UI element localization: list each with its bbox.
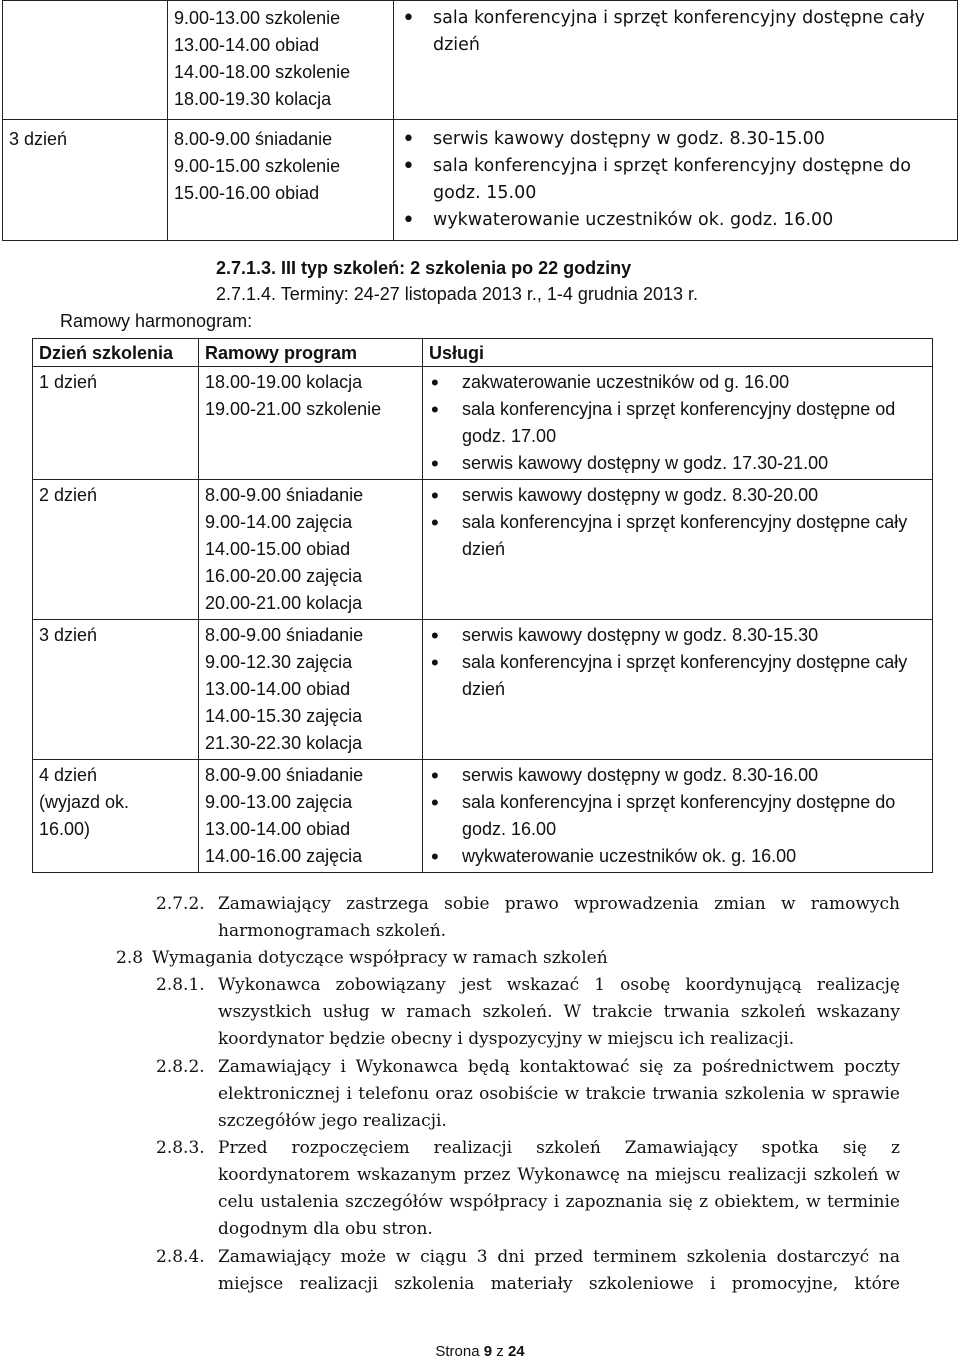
program-line: 14.00-15.00 obiad xyxy=(205,539,351,559)
footer-separator: z xyxy=(496,1343,504,1360)
day-cell: 4 dzień (wyjazd ok. 16.00) xyxy=(33,760,199,873)
program-line: 9.00-14.00 zajęcia xyxy=(205,512,353,532)
service-item: • serwis kawowy dostępny w godz. 8.30-15.30 xyxy=(429,622,926,649)
program-cell xyxy=(199,367,423,480)
top-schedule-table xyxy=(2,0,958,241)
program-line: 8.00-9.00 śniadanie xyxy=(205,765,364,785)
table-header-row xyxy=(33,339,933,367)
footer-prefix: Strona xyxy=(435,1343,480,1360)
paragraph-2-7-2 xyxy=(156,891,900,945)
service-item: • sala konferencyjna i sprzęt konferencyjny dostępne cały dzień xyxy=(429,509,926,563)
paragraph-2-8-2 xyxy=(156,1054,900,1135)
service-item: • sala konferencyjna i sprzęt konferencyjny dostępne cały dzień xyxy=(429,649,926,703)
column-header: Ramowy program xyxy=(199,339,423,367)
program-line: 8.00-9.00 śniadanie xyxy=(174,129,333,149)
paragraph-number: 2.8 xyxy=(116,948,144,968)
program-line: 9.00-12.30 zajęcia xyxy=(205,652,353,672)
program-line: 21.30-22.30 kolacja xyxy=(205,733,363,753)
table-row xyxy=(33,480,933,620)
program-line: 13.00-14.00 obiad xyxy=(205,679,351,699)
service-item: • wykwaterowanie uczestników ok. godz. 16.00 xyxy=(400,207,951,234)
table-row xyxy=(3,120,958,241)
program-line: 14.00-16.00 zajęcia xyxy=(205,846,363,866)
day-cell: 1 dzień xyxy=(33,367,199,480)
column-header: Usługi xyxy=(423,339,933,367)
paragraph-text: Przed rozpoczęciem realizacji szkoleń Zamawiający spotka się z koordynatorem wskazanym przez Wykonawcę na miejscu realizacji szkoleń w celu ustalenia szczegółów współpracy i zapoznania się z obiektem, w terminie dogodnym dla obu stron. xyxy=(218,1138,900,1239)
services-cell xyxy=(423,760,933,873)
section-heading-2-7-1-4: 2.7.1.4. Terminy: 24-27 listopada 2013 r., 1-4 grudnia 2013 r. xyxy=(216,284,698,304)
paragraph-2-8-4 xyxy=(156,1244,900,1298)
day-cell: 2 dzień xyxy=(33,480,199,620)
paragraph-2-8 xyxy=(116,945,900,972)
paragraph-2-8-3 xyxy=(156,1135,900,1243)
service-item: • sala konferencyjna i sprzęt konferencyjny dostępne do godz. 16.00 xyxy=(429,789,926,843)
column-header: Dzień szkolenia xyxy=(33,339,199,367)
day-cell xyxy=(3,1,168,120)
program-line: 13.00-14.00 obiad xyxy=(205,819,351,839)
program-cell xyxy=(168,120,394,241)
program-cell xyxy=(168,1,394,120)
program-line: 8.00-9.00 śniadanie xyxy=(205,485,364,505)
service-item: • serwis kawowy dostępny w godz. 8.30-15.00 xyxy=(400,126,951,153)
paragraph-2-8-1 xyxy=(156,972,900,1053)
paragraph-text: Zamawiający może w ciągu 3 dni przed terminem szkolenia dostarczyć na miejsce realizacji szkolenia materiały szkoleniowe i promocyjne, które xyxy=(218,1247,900,1294)
program-cell xyxy=(199,620,423,760)
service-item: • serwis kawowy dostępny w godz. 17.30-21.00 xyxy=(429,450,926,477)
program-line: 8.00-9.00 śniadanie xyxy=(205,625,364,645)
footer-page-number: 9 xyxy=(483,1343,493,1360)
table-row xyxy=(33,620,933,760)
program-cell xyxy=(199,760,423,873)
program-line: 13.00-14.00 obiad xyxy=(174,35,320,55)
program-line: 15.00-16.00 obiad xyxy=(174,183,320,203)
services-cell xyxy=(394,1,958,120)
program-cell xyxy=(199,480,423,620)
table-row xyxy=(33,760,933,873)
service-item: • sala konferencyjna i sprzęt konferencyjny dostępne cały dzień xyxy=(400,5,951,59)
day-cell: 3 dzień xyxy=(33,620,199,760)
services-cell xyxy=(423,620,933,760)
program-line: 14.00-15.30 zajęcia xyxy=(205,706,363,726)
paragraph-text: Zamawiający zastrzega sobie prawo wprowadzenia zmian w ramowych harmonogramach szkoleń. xyxy=(218,894,900,941)
paragraph-number: 2.8.4. xyxy=(156,1247,205,1267)
program-line: 9.00-13.00 zajęcia xyxy=(205,792,353,812)
paragraph-number: 2.8.3. xyxy=(156,1138,205,1158)
paragraph-number: 2.8.2. xyxy=(156,1057,205,1077)
table-row xyxy=(3,1,958,120)
program-line: 16.00-20.00 zajęcia xyxy=(205,566,363,586)
paragraph-text: Wykonawca zobowiązany jest wskazać 1 osobę koordynującą realizację wszystkich usług w ramach szkoleń. W trakcie trwania szkoleń wskazany koordynator będzie obecny i dyspozycyjny w miejscu ich realizacji. xyxy=(218,975,900,1049)
service-item: • sala konferencyjna i sprzęt konferencyjny dostępne od godz. 17.00 xyxy=(429,396,926,450)
program-line: 19.00-21.00 szkolenie xyxy=(205,399,382,419)
program-line: 14.00-18.00 szkolenie xyxy=(174,62,351,82)
program-line: 9.00-13.00 szkolenie xyxy=(174,8,341,28)
paragraph-text: Wymagania dotyczące współpracy w ramach szkoleń xyxy=(152,948,608,968)
paragraph-number: 2.8.1. xyxy=(156,975,205,995)
section-heading-2-7-1-3: 2.7.1.3. III typ szkoleń: 2 szkolenia po 22 godziny xyxy=(216,258,632,278)
service-item: • sala konferencyjna i sprzęt konferencyjny dostępne do godz. 15.00 xyxy=(400,153,951,207)
paragraph-text: Zamawiający i Wykonawca będą kontaktować się za pośrednictwem poczty elektronicznej i telefonu oraz osobiście w trakcie trwania szkolenia w sprawie szczegółów jego realizacji. xyxy=(218,1057,900,1131)
footer-total-pages: 24 xyxy=(507,1343,525,1360)
service-item: • wykwaterowanie uczestników ok. g. 16.00 xyxy=(429,843,926,870)
schedule-table xyxy=(32,338,933,873)
service-item: • zakwaterowanie uczestników od g. 16.00 xyxy=(429,369,926,396)
services-cell xyxy=(423,480,933,620)
paragraph-number: 2.7.2. xyxy=(156,894,205,914)
services-cell xyxy=(394,120,958,241)
services-cell xyxy=(423,367,933,480)
page-footer xyxy=(0,1343,960,1360)
service-item: • serwis kawowy dostępny w godz. 8.30-20.00 xyxy=(429,482,926,509)
program-line: 20.00-21.00 kolacja xyxy=(205,593,363,613)
day-cell: 3 dzień xyxy=(3,120,168,241)
service-item: • serwis kawowy dostępny w godz. 8.30-16.00 xyxy=(429,762,926,789)
program-line: 18.00-19.00 kolacja xyxy=(205,372,363,392)
program-line: 18.00-19.30 kolacja xyxy=(174,89,332,109)
ramowy-label: Ramowy harmonogram: xyxy=(60,311,253,331)
table-row xyxy=(33,367,933,480)
program-line: 9.00-15.00 szkolenie xyxy=(174,156,341,176)
